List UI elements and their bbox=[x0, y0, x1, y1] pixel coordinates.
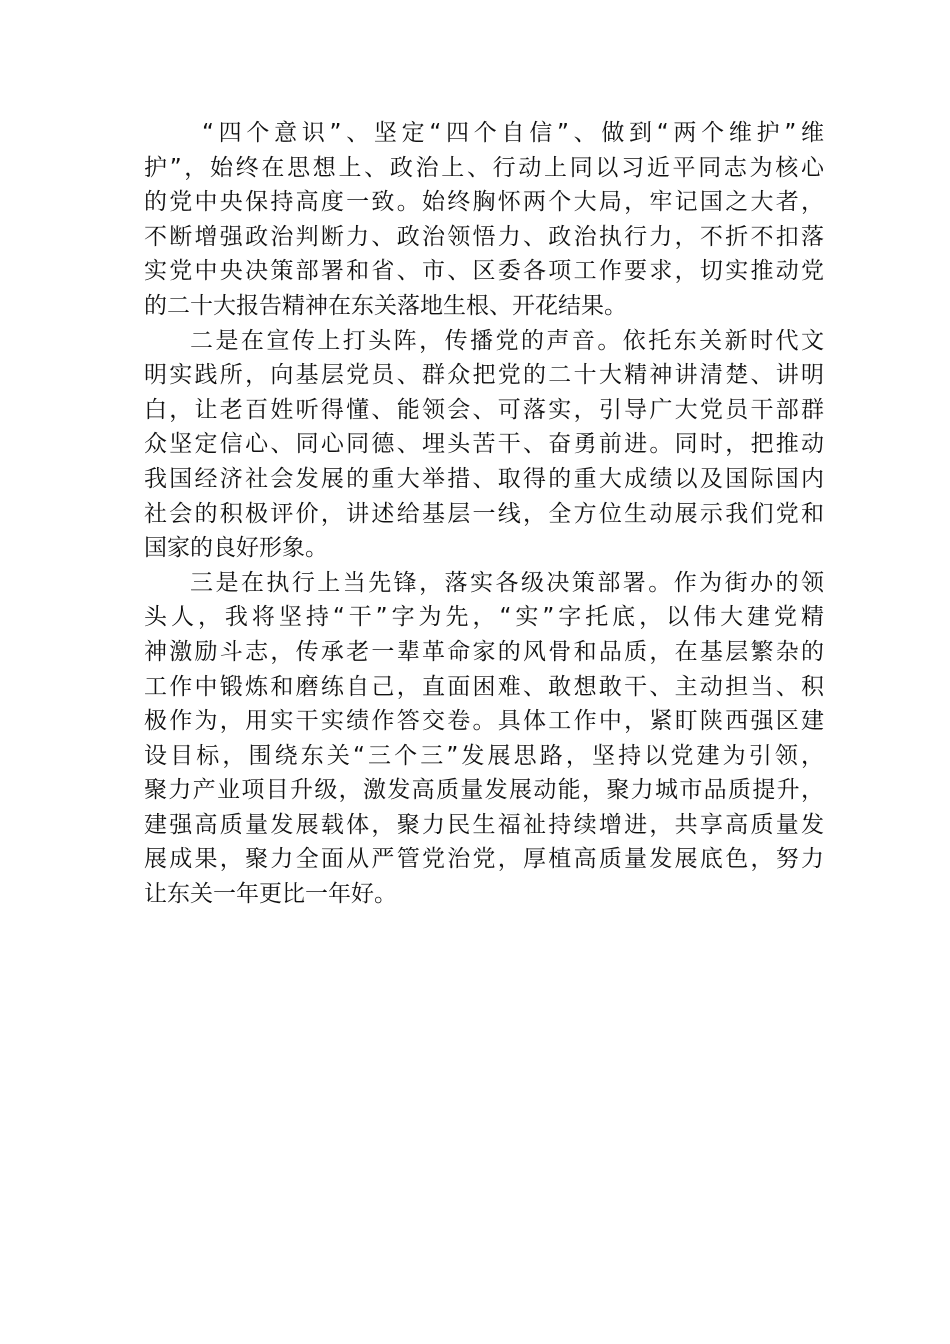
text-line: 三是在执行上当先锋，落实各级决策部署。作为街办的领 bbox=[190, 569, 824, 596]
text-line: 明实践所，向基层党员、群众把党的二十大精神讲清楚、讲明 bbox=[144, 362, 824, 389]
text-line: 社会的积极评价，讲述给基层一线，全方位生动展示我们党和 bbox=[144, 500, 824, 527]
text-line: 国家的良好形象。 bbox=[144, 535, 328, 562]
text-line: 聚力产业项目升级，激发高质量发展动能，聚力城市品质提升， bbox=[144, 777, 824, 804]
text-line: “四个意识”、坚定“四个自信”、做到“两个维护”维 bbox=[202, 120, 824, 146]
text-line: 设目标，围绕东关“三个三”发展思路，坚持以党建为引领， bbox=[144, 742, 824, 769]
text-line: 的党中央保持高度一致。始终胸怀两个大局，牢记国之大者， bbox=[144, 189, 824, 216]
text-line: 头人，我将坚持“干”字为先，“实”字托底，以伟大建党精 bbox=[144, 604, 824, 631]
text-line: 的二十大报告精神在东关落地生根、开花结果。 bbox=[144, 292, 627, 319]
text-line: 白，让老百姓听得懂、能领会、可落实，引导广大党员干部群 bbox=[144, 396, 824, 423]
text-line: 神激励斗志，传承老一辈革命家的风骨和品质，在基层繁杂的 bbox=[144, 638, 824, 665]
text-line: 二是在宣传上打头阵，传播党的声音。依托东关新时代文 bbox=[190, 327, 824, 354]
text-line: 极作为，用实干实绩作答交卷。具体工作中，紧盯陕西强区建 bbox=[144, 708, 824, 735]
paragraph-2 bbox=[144, 324, 824, 566]
text-line: 展成果，聚力全面从严管党治党，厚植高质量发展底色，努力 bbox=[144, 846, 824, 873]
text-line: 我国经济社会发展的重大举措、取得的重大成绩以及国际国内 bbox=[144, 465, 824, 492]
text-line: 让东关一年更比一年好。 bbox=[144, 881, 397, 908]
paragraph-3 bbox=[144, 566, 824, 912]
text-line: 工作中锻炼和磨练自己，直面困难、敢想敢干、主动担当、积 bbox=[144, 673, 824, 700]
text-line: 建强高质量发展载体，聚力民生福祉持续增进，共享高质量发 bbox=[144, 811, 824, 838]
text-line: 实党中央决策部署和省、市、区委各项工作要求，切实推动党 bbox=[144, 258, 824, 285]
paragraph-1 bbox=[144, 116, 824, 324]
text-line: 众坚定信心、同心同德、埋头苦干、奋勇前进。同时，把推动 bbox=[144, 431, 824, 458]
text-line: 护”，始终在思想上、政治上、行动上同以习近平同志为核心 bbox=[144, 154, 824, 181]
document-body bbox=[144, 116, 824, 912]
text-line: 不断增强政治判断力、政治领悟力、政治执行力，不折不扣落 bbox=[144, 223, 824, 250]
